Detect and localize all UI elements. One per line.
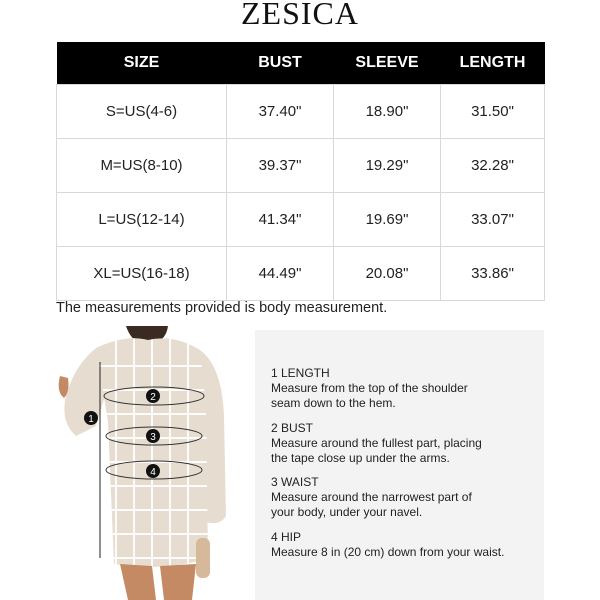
cell-length: 33.86": [441, 247, 545, 301]
measurement-guide-panel: [255, 330, 544, 600]
table-row: [57, 139, 545, 193]
cell-sleeve: 20.08": [334, 247, 441, 301]
model-photo: [56, 326, 252, 600]
measurement-note: The measurements provided is body measurement.: [56, 300, 388, 316]
guide-heading: 2 BUST: [271, 421, 314, 435]
cell-bust: 44.49": [227, 247, 334, 301]
brand-logo: ZESICA: [241, 0, 359, 31]
table-row: [57, 193, 545, 247]
guide-description: the tape close up under the arms.: [271, 451, 450, 465]
svg-text:1: 1: [88, 414, 94, 425]
svg-text:2: 2: [150, 392, 156, 403]
model-illustration: [56, 326, 252, 600]
marker-length: [84, 411, 98, 425]
marker-waist: [146, 429, 160, 443]
cell-bust: 39.37": [227, 139, 334, 193]
cell-length: 32.28": [441, 139, 545, 193]
guide-item-waist: [271, 475, 472, 520]
table-row: [57, 247, 545, 301]
cell-size: S=US(4-6): [57, 85, 227, 139]
guide-description: Measure around the narrowest part of: [271, 490, 472, 504]
guide-description: Measure around the fullest part, placing: [271, 436, 482, 450]
cell-sleeve: 18.90": [334, 85, 441, 139]
svg-text:4: 4: [150, 467, 156, 478]
cell-bust: 41.34": [227, 193, 334, 247]
guide-item-length: [271, 366, 468, 411]
guide-description: Measure 8 in (20 cm) down from your waist.: [271, 545, 505, 559]
size-chart-table: [56, 42, 545, 301]
table-header-row: [57, 42, 545, 85]
header-sleeve: SLEEVE: [334, 42, 441, 85]
cell-size: XL=US(16-18): [57, 247, 227, 301]
marker-hip: [146, 464, 160, 478]
header-size: SIZE: [57, 42, 227, 85]
guide-item-hip: [271, 530, 504, 560]
guide-description: Measure from the top of the shoulder: [271, 381, 468, 395]
header-length: LENGTH: [441, 42, 545, 85]
cell-length: 33.07": [441, 193, 545, 247]
cell-length: 31.50": [441, 85, 545, 139]
marker-bust: [146, 389, 160, 403]
cell-size: L=US(12-14): [57, 193, 227, 247]
cell-bust: 37.40": [227, 85, 334, 139]
guide-description: your body, under your navel.: [271, 505, 423, 519]
guide-heading: 4 HIP: [271, 530, 302, 544]
cell-sleeve: 19.29": [334, 139, 441, 193]
header-bust: BUST: [227, 42, 334, 85]
guide-heading: 3 WAIST: [271, 475, 319, 489]
guide-heading: 1 LENGTH: [271, 366, 330, 380]
cell-size: M=US(8-10): [57, 139, 227, 193]
guide-description: seam down to the hem.: [271, 396, 396, 410]
svg-text:3: 3: [150, 432, 156, 443]
cell-sleeve: 19.69": [334, 193, 441, 247]
guide-item-bust: [271, 421, 482, 466]
table-row: [57, 85, 545, 139]
